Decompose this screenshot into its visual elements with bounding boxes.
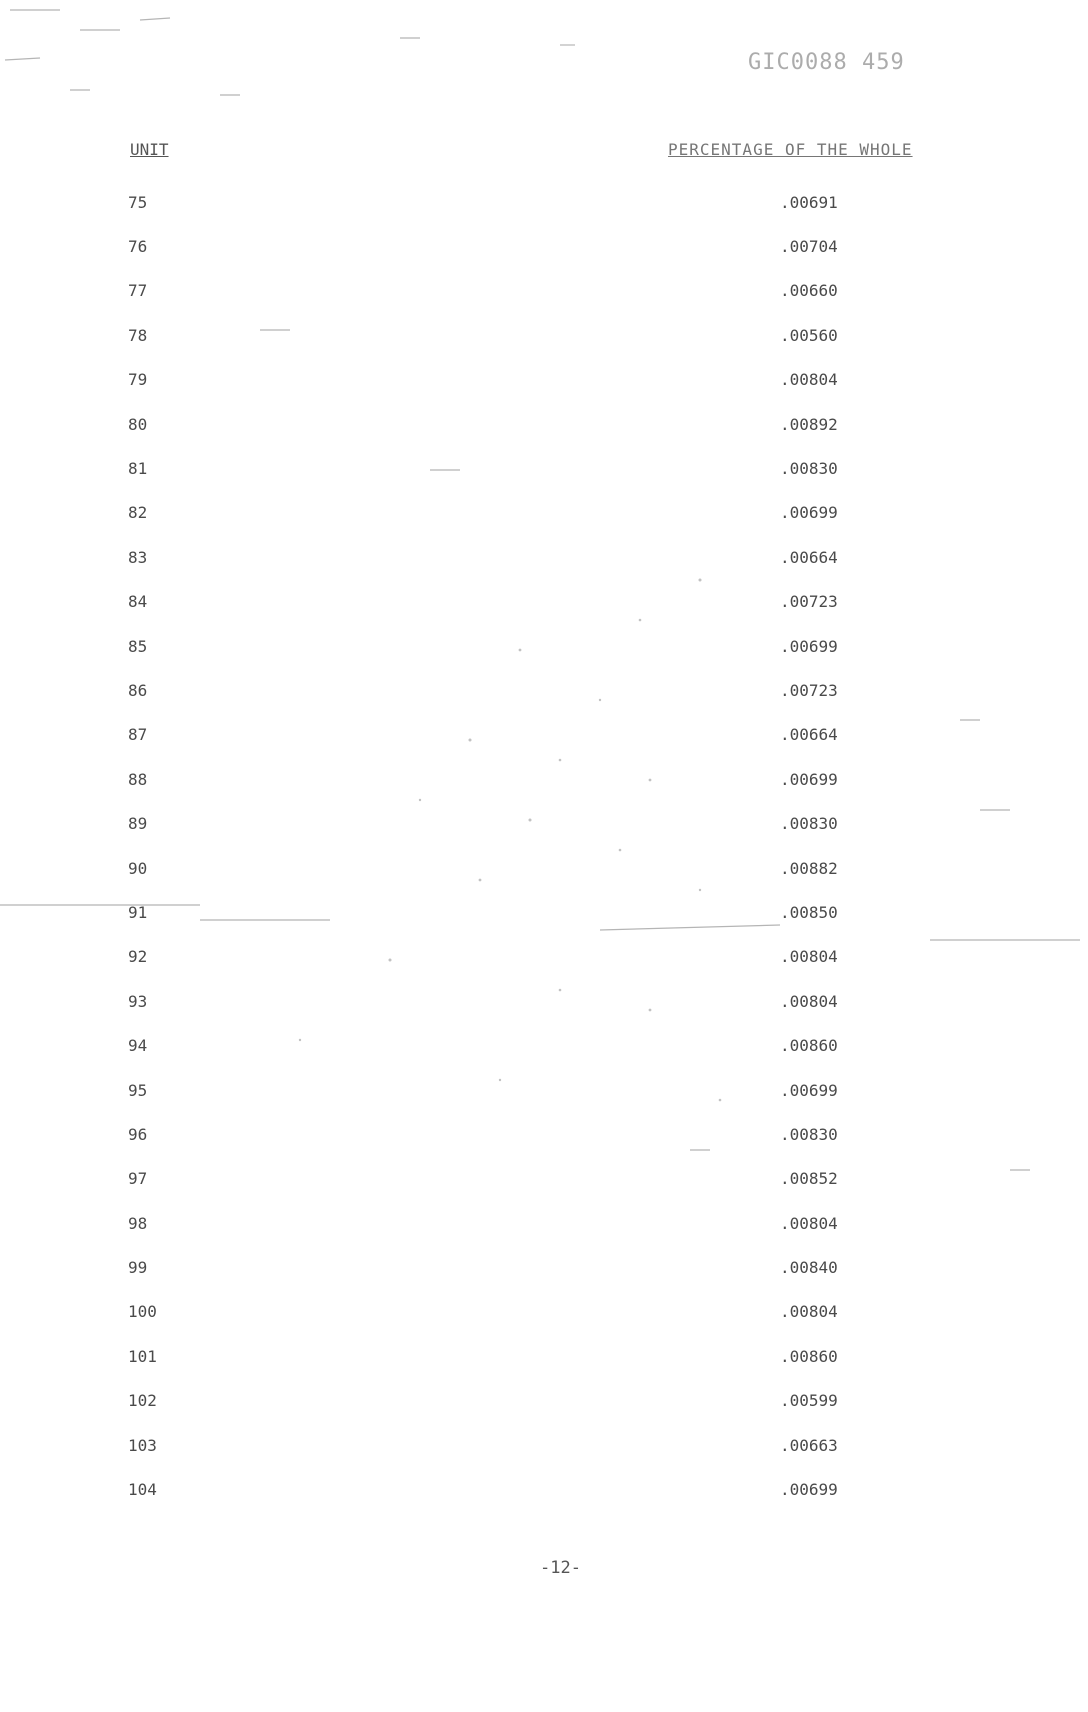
spacer-cell [208, 1467, 780, 1511]
table-row [128, 713, 900, 757]
table-row [128, 846, 900, 890]
percentage-cell: .00699 [780, 769, 838, 789]
percentage-cell: .00664 [780, 725, 838, 745]
document-code: GIC0088 459 [748, 50, 905, 75]
unit-cell: 84 [128, 592, 148, 612]
spacer-cell [208, 535, 780, 579]
unit-cell: 103 [128, 1435, 157, 1455]
percentage-cell: .00830 [780, 1124, 838, 1144]
percentage-cell: .00830 [780, 814, 838, 834]
table-row [128, 1423, 900, 1467]
spacer-cell [208, 402, 780, 446]
unit-cell: 98 [128, 1213, 148, 1233]
page-number: -12- [540, 1558, 581, 1578]
unit-cell: 78 [128, 325, 148, 345]
unit-cell: 88 [128, 769, 148, 789]
percentage-column-header: PERCENTAGE OF THE WHOLE [668, 140, 913, 159]
spacer-cell [208, 713, 780, 757]
unit-cell: 77 [128, 281, 148, 301]
spacer-cell [208, 580, 780, 624]
percentage-cell: .00860 [780, 1036, 838, 1056]
table-row [128, 1334, 900, 1378]
spacer-cell [208, 846, 780, 890]
percentage-cell: .00660 [780, 281, 838, 301]
table-row [128, 402, 900, 446]
table-row [128, 313, 900, 357]
unit-cell: 99 [128, 1258, 148, 1278]
percentage-cell: .00691 [780, 192, 838, 212]
spacer-cell [208, 1201, 780, 1245]
table-row [128, 979, 900, 1023]
unit-cell: 87 [128, 725, 148, 745]
spacer-cell [208, 446, 780, 490]
percentage-cell: .00850 [780, 902, 838, 922]
percentage-cell: .00723 [780, 592, 838, 612]
percentage-cell: .00664 [780, 547, 838, 567]
table-row [128, 446, 900, 490]
spacer-cell [208, 313, 780, 357]
spacer-cell [208, 890, 780, 934]
unit-cell: 96 [128, 1124, 148, 1144]
table-row [128, 757, 900, 801]
percentage-cell: .00804 [780, 1302, 838, 1322]
spacer-cell [208, 180, 780, 224]
spacer-cell [208, 1379, 780, 1423]
unit-percentage-table [128, 180, 900, 1512]
spacer-cell [208, 624, 780, 668]
unit-cell: 93 [128, 991, 148, 1011]
table-row [128, 180, 900, 224]
unit-cell: 97 [128, 1169, 148, 1189]
unit-cell: 82 [128, 503, 148, 523]
percentage-cell: .00804 [780, 370, 838, 390]
table-row [128, 1112, 900, 1156]
unit-cell: 85 [128, 636, 148, 656]
unit-cell: 95 [128, 1080, 148, 1100]
percentage-cell: .00599 [780, 1391, 838, 1411]
spacer-cell [208, 1423, 780, 1467]
table-row [128, 668, 900, 712]
unit-cell: 92 [128, 947, 148, 967]
spacer-cell [208, 1334, 780, 1378]
percentage-cell: .00560 [780, 325, 838, 345]
unit-cell: 102 [128, 1391, 157, 1411]
table-row [128, 224, 900, 268]
spacer-cell [208, 1157, 780, 1201]
table-row [128, 1379, 900, 1423]
table-row [128, 1290, 900, 1334]
table-row [128, 1467, 900, 1511]
percentage-cell: .00699 [780, 636, 838, 656]
spacer-cell [208, 801, 780, 845]
unit-cell: 83 [128, 547, 148, 567]
table-row [128, 1023, 900, 1067]
percentage-cell: .00852 [780, 1169, 838, 1189]
unit-cell: 94 [128, 1036, 148, 1056]
table-row [128, 801, 900, 845]
unit-cell: 81 [128, 459, 148, 479]
percentage-cell: .00840 [780, 1258, 838, 1278]
table-row [128, 1245, 900, 1289]
percentage-cell: .00699 [780, 1080, 838, 1100]
table-row [128, 535, 900, 579]
spacer-cell [208, 668, 780, 712]
percentage-cell: .00892 [780, 414, 838, 434]
percentage-cell: .00699 [780, 1480, 838, 1500]
spacer-cell [208, 1068, 780, 1112]
spacer-cell [208, 224, 780, 268]
table-row [128, 269, 900, 313]
unit-cell: 80 [128, 414, 148, 434]
spacer-cell [208, 979, 780, 1023]
table-row [128, 1068, 900, 1112]
spacer-cell [208, 1290, 780, 1334]
spacer-cell [208, 757, 780, 801]
table-row [128, 358, 900, 402]
unit-cell: 104 [128, 1480, 157, 1500]
spacer-cell [208, 935, 780, 979]
unit-cell: 76 [128, 237, 148, 257]
table-row [128, 491, 900, 535]
unit-cell: 79 [128, 370, 148, 390]
unit-cell: 75 [128, 192, 148, 212]
percentage-cell: .00860 [780, 1346, 838, 1366]
percentage-cell: .00723 [780, 680, 838, 700]
percentage-cell: .00804 [780, 947, 838, 967]
unit-cell: 100 [128, 1302, 157, 1322]
table-row [128, 935, 900, 979]
table-row [128, 580, 900, 624]
table-row [128, 1201, 900, 1245]
spacer-cell [208, 1245, 780, 1289]
percentage-cell: .00882 [780, 858, 838, 878]
unit-column-header: UNIT [130, 140, 169, 159]
table-row [128, 890, 900, 934]
unit-cell: 90 [128, 858, 148, 878]
unit-cell: 89 [128, 814, 148, 834]
unit-cell: 101 [128, 1346, 157, 1366]
spacer-cell [208, 269, 780, 313]
percentage-cell: .00804 [780, 991, 838, 1011]
spacer-cell [208, 1112, 780, 1156]
table-row [128, 624, 900, 668]
unit-cell: 86 [128, 680, 148, 700]
spacer-cell [208, 1023, 780, 1067]
percentage-cell: .00830 [780, 459, 838, 479]
percentage-cell: .00663 [780, 1435, 838, 1455]
table-row [128, 1157, 900, 1201]
spacer-cell [208, 491, 780, 535]
percentage-cell: .00804 [780, 1213, 838, 1233]
percentage-cell: .00704 [780, 237, 838, 257]
percentage-cell: .00699 [780, 503, 838, 523]
unit-cell: 91 [128, 902, 148, 922]
spacer-cell [208, 358, 780, 402]
